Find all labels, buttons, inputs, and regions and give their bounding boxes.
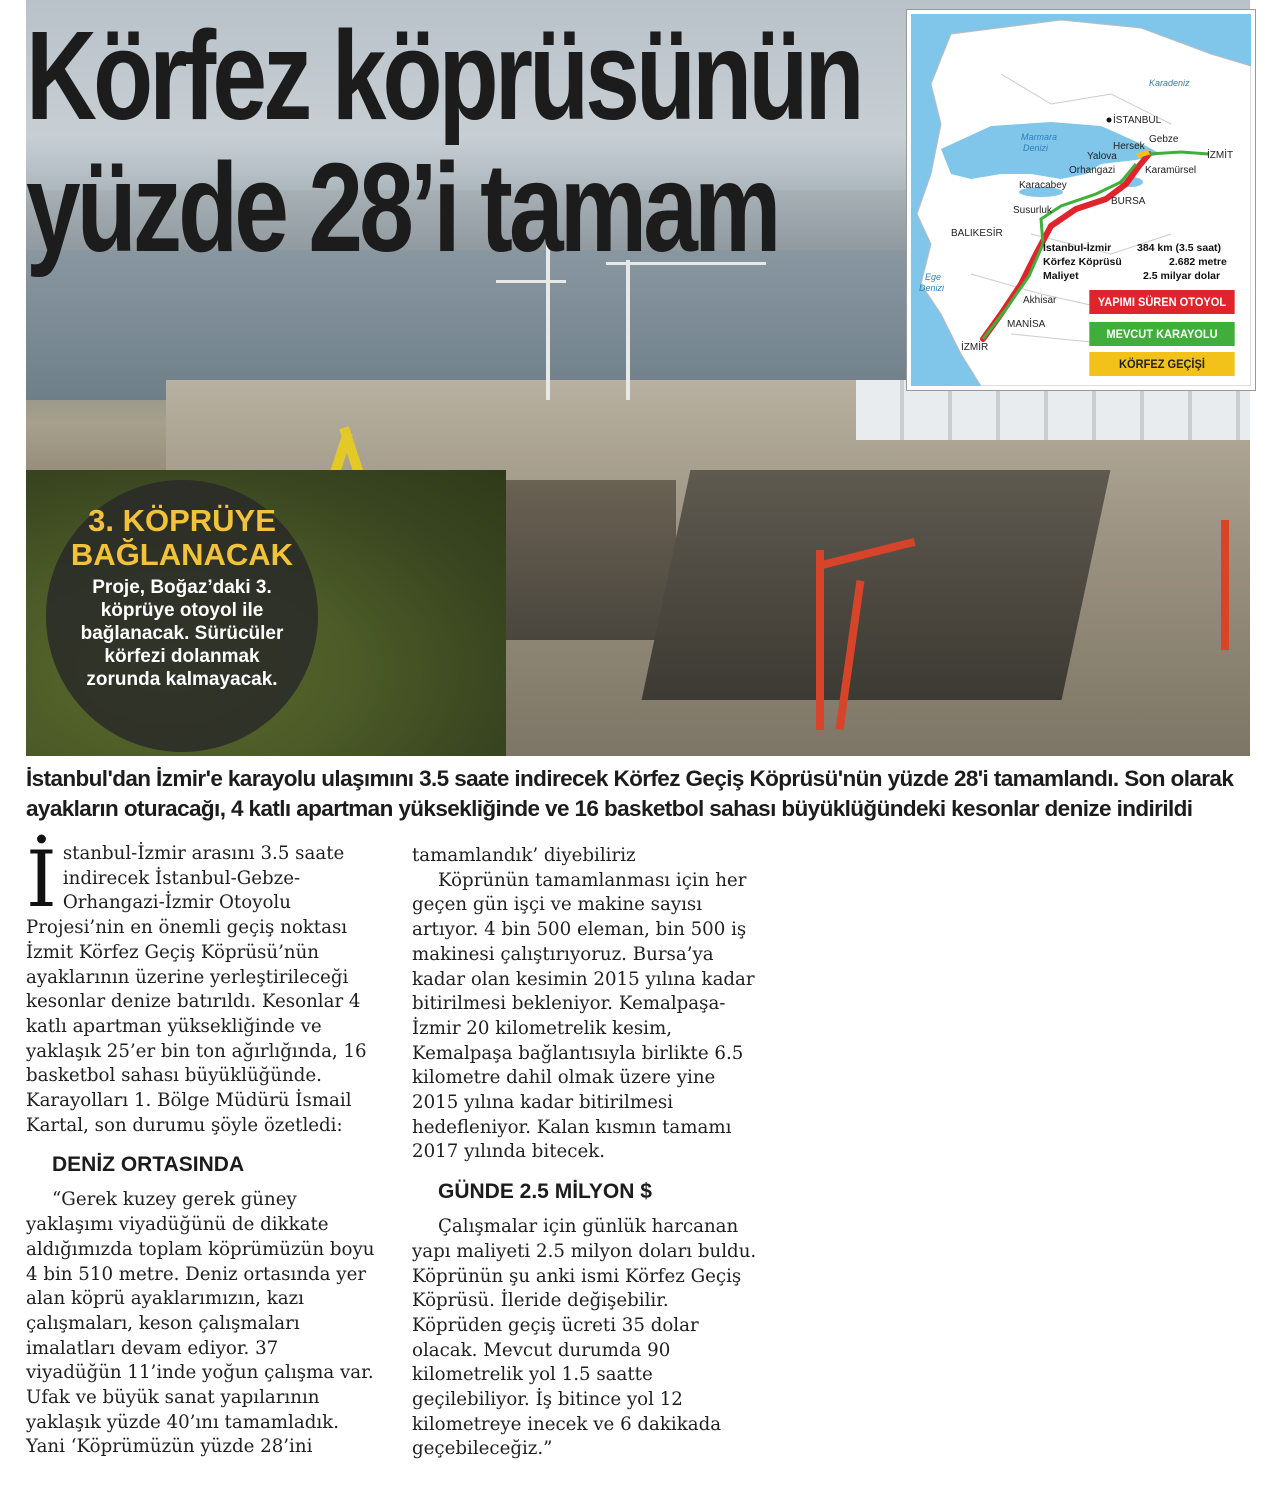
map-city-akhisar: Akhisar: [1023, 295, 1057, 306]
photo-red-crane: [1221, 520, 1229, 650]
map-city-bursa: BURSA: [1111, 196, 1146, 207]
map-city-balikesir: BALIKESİR: [951, 228, 1003, 239]
headline-line2: yüzde 28’i tamam: [26, 137, 778, 278]
map-label-karadeniz: Karadeniz: [1149, 78, 1190, 88]
map-city-susurluk: Susurluk: [1013, 205, 1052, 216]
map-info-label-bridge: Körfez Köprüsü: [1043, 256, 1122, 268]
map-info-value-distance: 384 km (3.5 saat): [1137, 242, 1222, 254]
map-city-hersek: Hersek: [1113, 141, 1145, 152]
route-map: [907, 10, 1255, 390]
article-paragraph-2: “Gerek kuzey gerek güney yaklaşımı viyadüğünü de dikkate aldığımızda toplam köprümüzün boyu 4 bin 510 metre. Deniz ortasında yer alan köprü ayaklarımızın, kazı çalışmaları, keson çalışmaları imalatları devam ediyor. 37 viyadüğün 11’inde yoğun çalışma var. Ufak ve büyük sanat yapılarının yaklaşık yüzde 40’ını tamamladık. Yani ‘Köprümüzün yüzde 28’ini: [26, 1189, 375, 1458]
map-info-label-cost: Maliyet: [1043, 270, 1079, 282]
map-info-value-cost: 2.5 milyar dolar: [1143, 270, 1221, 282]
article-paragraph-1: [26, 835, 378, 1138]
map-city-gebze: Gebze: [1149, 134, 1179, 145]
badge-title-line1: 3. KÖPRÜYE: [88, 503, 276, 538]
subheading-gunde-milyon: GÜNDE 2.5 MİLYON $: [438, 1180, 652, 1204]
map-dot-istanbul: [1107, 118, 1112, 123]
article-column-2: [412, 844, 764, 1462]
badge-title-line2: BAĞLANACAK: [70, 537, 294, 572]
photo-crane-jib: [496, 280, 566, 283]
photo-red-pump: [816, 550, 824, 730]
photo-excavation-pit: [642, 470, 1111, 700]
map-label-marmara-2: Denizi: [1023, 143, 1049, 153]
map-label-marmara: Marmara: [1021, 132, 1058, 142]
article-paragraph-3: Köprünün tamamlanması için her geçen gün işçi ve makine sayısı artıyor. 4 bin 500 eleman, bin 500 iş makinesi çalıştırıyoruz. Bursa’ya kadar olan kesimin 2015 yılına kadar bitirilmesi bekleniyor. Kemalpaşa-İzmir 20 kilometrelik kesim, Kemalpaşa bağlantısıyla birlikte 6.5 kilometre dahil olmak üzere yine 2015 yılına kadar bitirilmesi hedefleniyor. Kalan kısmın tamamı 2017 yılında bitecek.: [412, 869, 755, 1163]
map-city-karacabey: Karacabey: [1019, 180, 1067, 191]
badge-text: Proje, Boğaz’daki 3. köprüye otoyol ile bağlanacak. Sürücüler körfezi dolanmak zorunda kalmayacak.: [80, 577, 284, 690]
map-label-ege: Ege: [925, 272, 942, 282]
map-label-ege-2: Denizi: [919, 283, 945, 293]
article-paragraph-1-text: stanbul-İzmir arasını 3.5 saate indirecek İstanbul-Gebze-Orhangazi-İzmir Otoyolu Projesi’nin en önemli geçiş noktası İzmit Körfez Geçiş Köprüsü’nün ayaklarının üzerine yerleştirileceği kesonlar denize batırıldı. Kesonlar 4 katlı apartman yüksekliğinde ve yaklaşık 25’er bin ton ağırlığında, 16 basketbol sahası büyüklüğünde. Karayolları 1. Bölge Müdürü İsmail Kartal, son durumu şöyle özetledi:: [26, 843, 367, 1136]
article-paragraph-4: Çalışmalar için günlük harcanan yapı maliyeti 2.5 milyon doları buldu. Köprünün şu anki ismi Körfez Geçiş Köprüsü. İleride değişebilir. Köprüden geçiş ücreti 35 dolar olacak. Mevcut durumda 90 kilometrelik yol 1.5 saatte geçilebiliyor. İş bitince yol 12 kilometreye inecek ve 6 dakikada geçebileceğiz.”: [412, 1216, 757, 1460]
headline-line1: Körfez köprüsünün: [26, 5, 861, 146]
headline: [26, 5, 861, 278]
article-column-1: [26, 835, 378, 1460]
map-city-orhangazi: Orhangazi: [1069, 165, 1116, 176]
map-city-yalova: Yalova: [1087, 151, 1117, 162]
map-city-karamursel: Karamürsel: [1145, 165, 1197, 176]
article-paragraph-2-continued: tamamlandık’ diyebiliriz: [412, 845, 636, 866]
map-info-value-bridge: 2.682 metre: [1169, 256, 1227, 268]
legend-existing-road: MEVCUT KARAYOLU: [1089, 322, 1234, 346]
map-info-label-distance: İstanbul-İzmir: [1043, 242, 1112, 254]
map-city-istanbul: İSTANBUL: [1113, 115, 1162, 126]
legend-gulf-crossing: KÖRFEZ GEÇİŞİ: [1089, 352, 1234, 376]
drop-cap: İ: [26, 835, 57, 925]
map-city-manisa: MANİSA: [1007, 319, 1046, 330]
photo-crane: [626, 260, 630, 400]
lead-paragraph: İstanbul'dan İzmir'e karayolu ulaşımını 3.5 saate indirecek Körfez Geçiş Köprüsü'nün yüzde 28'i tamamlandı. Son olarak ayakların oturacağı, 4 katlı apartman yüksekliğinde ve 16 basketbol sahası büyüklüğündeki kesonlar denize indirildi: [26, 766, 1234, 821]
badge-title: [46, 504, 318, 572]
info-badge: [46, 480, 318, 752]
map-city-izmir: İZMİR: [961, 342, 989, 353]
map-city-izmit: İZMİT: [1207, 150, 1234, 161]
subheading-deniz-ortasinda: DENİZ ORTASINDA: [52, 1153, 245, 1177]
legend-new-highway: YAPIMI SÜREN OTOYOL: [1089, 290, 1234, 314]
